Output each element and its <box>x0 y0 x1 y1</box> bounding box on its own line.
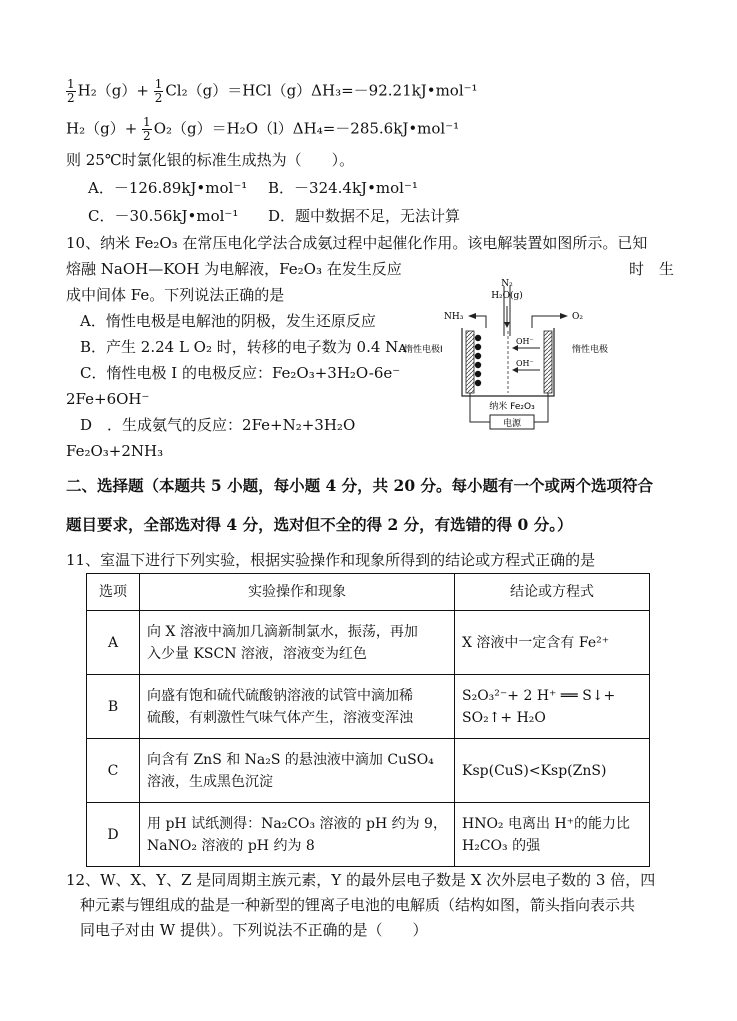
fraction: $\frac{1}{2}$ <box>67 77 75 105</box>
q12-line-1: 12、W、X、Y、Z 是同周期主族元素，Y 的最外层电子数是 X 次外层电子数的 3 倍，四 <box>66 871 656 889</box>
row-option: C <box>87 739 140 803</box>
q10-option-a: A．惰性电极是电解池的阴极，发生还原反应 <box>80 312 376 330</box>
row-operation: 用 pH 试纸测得：Na₂CO₃ 溶液的 pH 约为 9， NaNO₂ 溶液的 pH 约为 8 <box>140 803 455 867</box>
q9-option-d: D．题中数据不足，无法计算 <box>268 207 461 225</box>
left-electrode <box>466 331 474 393</box>
row-operation: 向含有 ZnS 和 Na₂S 的悬浊液中滴加 CuSO₄ 溶液，生成黑色沉淀 <box>140 739 455 803</box>
label-oh-1: OH⁻ <box>516 337 534 346</box>
header-conclusion: 结论或方程式 <box>455 574 650 611</box>
q10-line-2: 熔融 NaOH—KOH 为电解液，Fe₂O₃ 在发生反应 <box>66 260 402 278</box>
header-option: 选项 <box>87 574 140 611</box>
row-option: A <box>87 611 140 675</box>
table-row <box>87 739 650 803</box>
label-oh-2: OH⁻ <box>516 359 534 368</box>
q10-line-2-end: 时 生 <box>629 260 675 278</box>
q10-line-1: 10、纳米 Fe₂O₃ 在常压电化学法合成氨过程中起催化作用。该电解装置如图所示。已知 <box>66 234 648 252</box>
label-electrode-right: 惰性电极 <box>572 345 609 355</box>
fraction: $\frac{1}{2}$ <box>143 115 151 143</box>
table-row <box>87 675 650 739</box>
q10-option-d: D ．生成氨气的反应：2Fe+N₂+3H₂O <box>80 416 356 434</box>
table-header-row <box>87 574 650 611</box>
q9-stem: 则 25℃时氯化银的标准生成热为（ ）。 <box>66 151 355 169</box>
label-catalyst: 纳米 Fe₂O₃ <box>489 402 535 412</box>
q10-option-c-cont: 2Fe+6OH⁻ <box>66 390 150 408</box>
table-row <box>87 611 650 675</box>
row-operation: 向盛有饱和硫代硫酸钠溶液的试管中滴加稀 硫酸，有刺激性气味气体产生，溶液变浑浊 <box>140 675 455 739</box>
row-conclusion: X 溶液中一定含有 Fe²⁺ <box>455 611 650 675</box>
q11-table <box>86 573 650 867</box>
label-power: 电源 <box>502 419 522 429</box>
q10-option-c: C．惰性电极 I 的电极反应：Fe₂O₃+3H₂O-6e⁻ <box>80 364 401 382</box>
label-n2: N₂ <box>501 279 513 289</box>
q10-option-b: B．产生 2.24 L O₂ 时，转移的电子数为 0.4 Nᴀ <box>80 338 407 356</box>
row-operation: 向 X 溶液中滴加几滴新制氯水，振荡，再加 入少量 KSCN 溶液，溶液变为红色 <box>140 611 455 675</box>
electrolysis-apparatus-figure <box>404 276 626 432</box>
label-electrode-left: 惰性电极Ⅰ <box>404 345 443 355</box>
row-option: D <box>87 803 140 867</box>
table-row <box>87 803 650 867</box>
label-nh3: NH₃ <box>444 312 464 322</box>
q10-line-3: 成中间体 Fe。下列说法正确的是 <box>66 286 285 304</box>
q10-option-d-cont: Fe₂O₃+2NH₃ <box>66 442 164 460</box>
fraction: $\frac{1}{2}$ <box>154 77 163 105</box>
catalyst-particles <box>475 335 481 386</box>
header-operation: 实验操作和现象 <box>140 574 455 611</box>
q12-line-3: 同电子对由 W 提供）。下列说法不正确的是（ ） <box>80 921 428 939</box>
row-conclusion: HNO₂ 电离出 H⁺的能力比 H₂CO₃ 的强 <box>455 803 650 867</box>
q12-line-2: 种元素与锂组成的盐是一种新型的锂离子电池的电解质（结构如图，箭头指向表示共 <box>80 896 636 914</box>
o2-outlet <box>532 316 562 328</box>
section-heading-cont: 题目要求，全部选对得 4 分，选对但不全的得 2 分，有选错的得 0 分。） <box>66 515 573 534</box>
q9-option-c: C．－30.56kJ•mol⁻¹ <box>88 207 239 225</box>
label-o2: O₂ <box>572 312 583 322</box>
label-h2o: H₂O(g) <box>491 291 523 301</box>
q11-stem: 11、室温下进行下列实验，根据实验操作和现象所得到的结论或方程式正确的是 <box>66 551 596 569</box>
row-option: B <box>87 675 140 739</box>
equation-4: H₂（g）+ $\frac{1}{2}$ O₂（g）＝H₂O（l）ΔH₄=－285.6kJ•mol⁻¹ <box>66 115 460 143</box>
row-conclusion: Ksp(CuS)<Ksp(ZnS) <box>455 739 650 803</box>
equation-3: $\frac{1}{2}$ H₂（g）+ $\frac{1}{2}$ Cl₂（g）＝HCl（g）ΔH₃=－92.21kJ•mol⁻¹ <box>67 77 478 105</box>
row-conclusion: S₂O₃²⁻+ 2 H⁺ ══ S↓+ SO₂↑+ H₂O <box>455 675 650 739</box>
right-electrode <box>544 331 552 393</box>
section-heading: 二、选择题（本题共 5 小题，每小题 4 分，共 20 分。每小题有一个或两个选项符合 <box>66 476 654 495</box>
q9-option-a: A．－126.89kJ•mol⁻¹ <box>88 179 248 197</box>
q9-option-b: B．－324.4kJ•mol⁻¹ <box>268 179 418 197</box>
